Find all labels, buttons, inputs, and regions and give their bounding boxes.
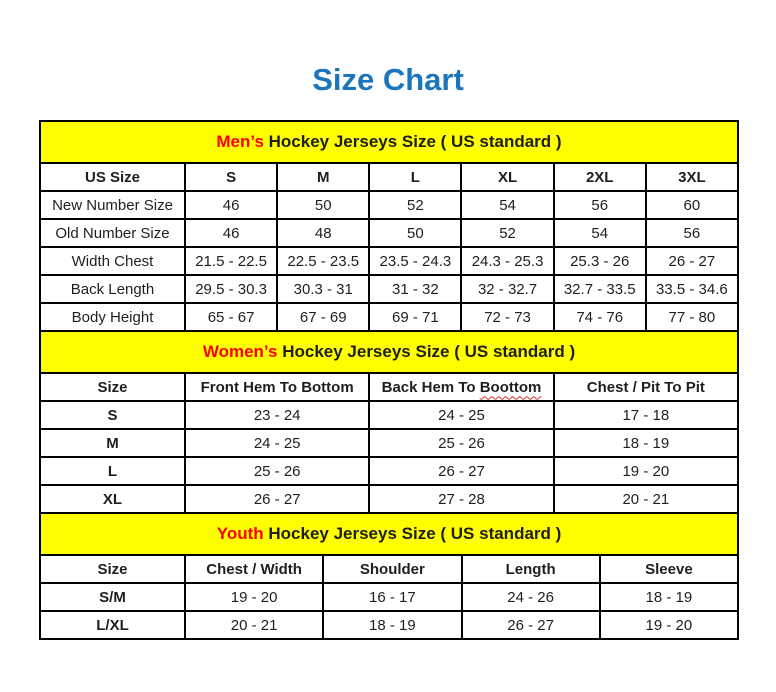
mens-table-row	[40, 191, 738, 219]
youth-size-value: 24 - 26	[462, 583, 600, 611]
youth-column-header: Length	[462, 555, 600, 583]
youth-row-label: L/XL	[40, 611, 185, 639]
womens-row-label: M	[40, 429, 185, 457]
mens-size-value: 74 - 76	[554, 303, 646, 331]
mens-size-value: 26 - 27	[646, 247, 738, 275]
womens-table-row	[40, 429, 738, 457]
youth-size-value: 18 - 19	[600, 583, 738, 611]
womens-size-value: 19 - 20	[554, 457, 738, 485]
womens-size-value: 25 - 26	[369, 429, 553, 457]
womens-size-value: 17 - 18	[554, 401, 738, 429]
youth-size-value: 26 - 27	[462, 611, 600, 639]
mens-size-value: 32.7 - 33.5	[554, 275, 646, 303]
mens-size-table	[39, 120, 739, 332]
womens-row-label: L	[40, 457, 185, 485]
mens-size-value: 29.5 - 30.3	[185, 275, 277, 303]
youth-table-row	[40, 611, 738, 639]
mens-size-value: 54	[554, 219, 646, 247]
mens-column-header: L	[369, 163, 461, 191]
mens-size-value: 46	[185, 191, 277, 219]
youth-banner-highlight: Youth	[216, 524, 264, 543]
mens-size-value: 32 - 32.7	[461, 275, 553, 303]
mens-size-value: 22.5 - 23.5	[277, 247, 369, 275]
womens-size-value: 26 - 27	[369, 457, 553, 485]
mens-size-value: 52	[369, 191, 461, 219]
womens-banner-highlight: Women’s	[202, 342, 278, 361]
youth-size-value: 20 - 21	[185, 611, 323, 639]
mens-row-label: Back Length	[40, 275, 185, 303]
mens-size-value: 50	[369, 219, 461, 247]
womens-size-value: 18 - 19	[554, 429, 738, 457]
mens-column-header: XL	[461, 163, 553, 191]
mens-size-value: 50	[277, 191, 369, 219]
mens-banner-highlight: Men’s	[216, 132, 264, 151]
mens-size-value: 65 - 67	[185, 303, 277, 331]
mens-banner-row	[40, 121, 738, 163]
youth-row-label: S/M	[40, 583, 185, 611]
mens-size-value: 23.5 - 24.3	[369, 247, 461, 275]
womens-banner-row	[40, 331, 738, 373]
youth-size-value: 19 - 20	[600, 611, 738, 639]
youth-size-value: 19 - 20	[185, 583, 323, 611]
youth-table-row	[40, 583, 738, 611]
womens-table-row	[40, 485, 738, 513]
womens-table-row	[40, 457, 738, 485]
mens-column-header: S	[185, 163, 277, 191]
womens-column-header: Chest / Pit To Pit	[554, 373, 738, 401]
mens-table-row	[40, 275, 738, 303]
mens-size-value: 67 - 69	[277, 303, 369, 331]
mens-size-value: 33.5 - 34.6	[646, 275, 738, 303]
womens-table-row	[40, 401, 738, 429]
womens-size-value: 24 - 25	[185, 429, 369, 457]
youth-banner-text: Hockey Jerseys Size ( US standard )	[263, 524, 562, 543]
youth-banner	[40, 513, 738, 555]
mens-column-header: 2XL	[554, 163, 646, 191]
womens-size-value: 26 - 27	[185, 485, 369, 513]
mens-table-row	[40, 247, 738, 275]
page-title: Size Chart	[312, 62, 464, 97]
mens-size-value: 46	[185, 219, 277, 247]
womens-size-value: 24 - 25	[369, 401, 553, 429]
womens-size-value: 25 - 26	[185, 457, 369, 485]
size-chart-tables	[39, 120, 737, 640]
mens-row-label: Old Number Size	[40, 219, 185, 247]
mens-column-header: M	[277, 163, 369, 191]
womens-size-value: 20 - 21	[554, 485, 738, 513]
mens-table-row	[40, 303, 738, 331]
womens-size-value: 27 - 28	[369, 485, 553, 513]
mens-size-value: 56	[646, 219, 738, 247]
womens-row-label: XL	[40, 485, 185, 513]
youth-banner-row	[40, 513, 738, 555]
womens-size-value: 23 - 24	[185, 401, 369, 429]
womens-banner-text: Hockey Jerseys Size ( US standard )	[277, 342, 576, 361]
mens-header-row	[40, 163, 738, 191]
mens-column-header: 3XL	[646, 163, 738, 191]
mens-row-label: Body Height	[40, 303, 185, 331]
womens-size-table	[39, 330, 739, 514]
mens-column-header: US Size	[40, 163, 185, 191]
mens-size-value: 69 - 71	[369, 303, 461, 331]
mens-size-value: 31 - 32	[369, 275, 461, 303]
youth-column-header: Shoulder	[323, 555, 461, 583]
womens-banner	[40, 331, 738, 373]
youth-column-header: Chest / Width	[185, 555, 323, 583]
youth-size-value: 18 - 19	[323, 611, 461, 639]
youth-column-header: Size	[40, 555, 185, 583]
mens-size-value: 30.3 - 31	[277, 275, 369, 303]
mens-size-value: 56	[554, 191, 646, 219]
womens-row-label: S	[40, 401, 185, 429]
mens-size-value: 52	[461, 219, 553, 247]
womens-column-header: Back Hem To Boottom	[369, 373, 553, 401]
womens-header-row	[40, 373, 738, 401]
mens-size-value: 60	[646, 191, 738, 219]
youth-column-header: Sleeve	[600, 555, 738, 583]
womens-column-header: Size	[40, 373, 185, 401]
mens-banner-text: Hockey Jerseys Size ( US standard )	[263, 132, 562, 151]
mens-table-row	[40, 219, 738, 247]
mens-row-label: New Number Size	[40, 191, 185, 219]
mens-size-value: 54	[461, 191, 553, 219]
youth-header-row	[40, 555, 738, 583]
mens-row-label: Width Chest	[40, 247, 185, 275]
mens-size-value: 77 - 80	[646, 303, 738, 331]
mens-size-value: 48	[277, 219, 369, 247]
mens-size-value: 25.3 - 26	[554, 247, 646, 275]
mens-banner	[40, 121, 738, 163]
mens-size-value: 24.3 - 25.3	[461, 247, 553, 275]
mens-size-value: 21.5 - 22.5	[185, 247, 277, 275]
spellcheck-squiggle-word: Boottom	[479, 378, 542, 396]
mens-size-value: 72 - 73	[461, 303, 553, 331]
youth-size-table	[39, 512, 739, 640]
womens-column-header: Front Hem To Bottom	[185, 373, 369, 401]
youth-size-value: 16 - 17	[323, 583, 461, 611]
